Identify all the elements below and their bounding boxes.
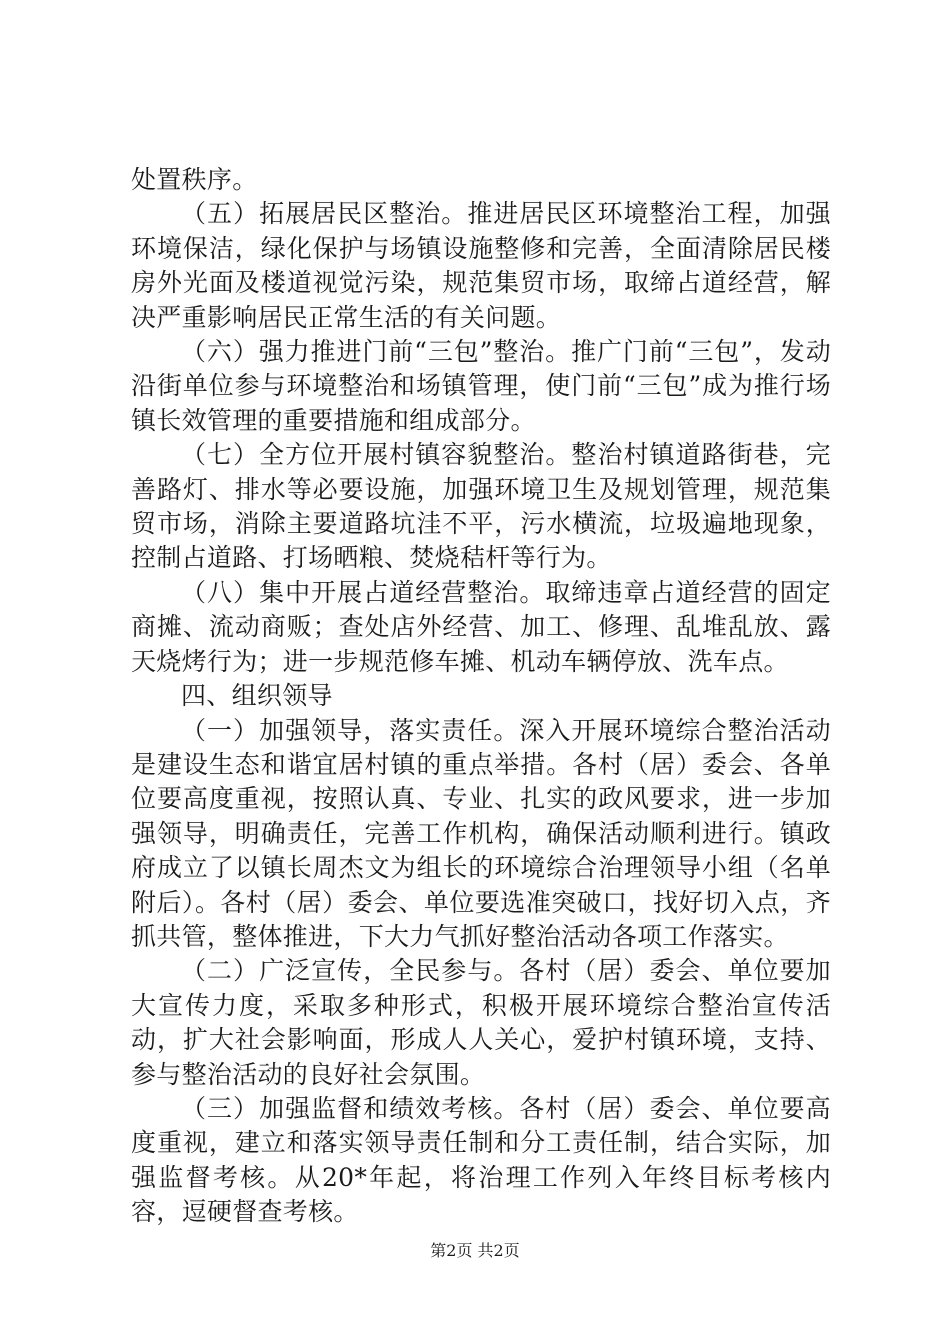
paragraph-item-7: （七）全方位开展村镇容貌整治。整治村镇道路街巷，完善路灯、排水等必要设施，加强环境卫生及规划管理，规范集贸市场，消除主要道路坑洼不平，污水横流，垃圾遍地现象，控制占道路、打场晒粮、焚烧秸杆等行为。	[131, 440, 831, 573]
paragraph-item-8: （八）集中开展占道经营整治。取缔违章占道经营的固定商摊、流动商贩；查处店外经营、加工、修理、乱堆乱放、露天烧烤行为；进一步规范修车摊、机动车辆停放、洗车点。	[131, 577, 831, 676]
paragraph-section-item-2: （二）广泛宣传，全民参与。各村（居）委会、单位要加大宣传力度，采取多种形式，积极开展环境综合整治宣传活动，扩大社会影响面，形成人人关心，爱护村镇环境，支持、参与整治活动的良好社会氛围。	[131, 956, 831, 1089]
document-body	[131, 163, 831, 1230]
page-number-label: 第2页 共2页	[430, 1241, 520, 1260]
section-heading: 四、组织领导	[181, 681, 333, 711]
paragraph-continuation: 处置秩序。	[131, 165, 258, 194]
paragraph-section-item-3: （三）加强监督和绩效考核。各村（居）委会、单位要高度重视，建立和落实领导责任制和分工责任制，结合实际，加强监督考核。从20*年起，将治理工作列入年终目标考核内容，逗硬督查考核。	[131, 1093, 831, 1227]
paragraph-item-6: （六）强力推进门前“三包”整治。推广门前“三包”，发动沿街单位参与环境整治和场镇管理，使门前“三包”成为推行场镇长效管理的重要措施和组成部分。	[131, 337, 831, 435]
paragraph-section-item-1: （一）加强领导，落实责任。深入开展环境综合整治活动是建设生态和谐宜居村镇的重点举措。各村（居）委会、各单位要高度重视，按照认真、专业、扎实的政风要求，进一步加强领导，明确责任，完善工作机构，确保活动顺利进行。镇政府成立了以镇长周杰文为组长的环境综合治理领导小组（名单附后）。各村（居）委会、单位要选准突破口，找好切入点，齐抓共管，整体推进，下大力气抓好整治活动各项工作落实。	[131, 715, 831, 951]
page-footer	[0, 1241, 950, 1261]
paragraph-item-5: （五）拓展居民区整治。推进居民区环境整治工程，加强环境保洁，绿化保护与场镇设施整修和完善，全面清除居民楼房外光面及楼道视觉污染，规范集贸市场，取缔占道经营，解决严重影响居民正常生活的有关问题。	[131, 199, 831, 332]
